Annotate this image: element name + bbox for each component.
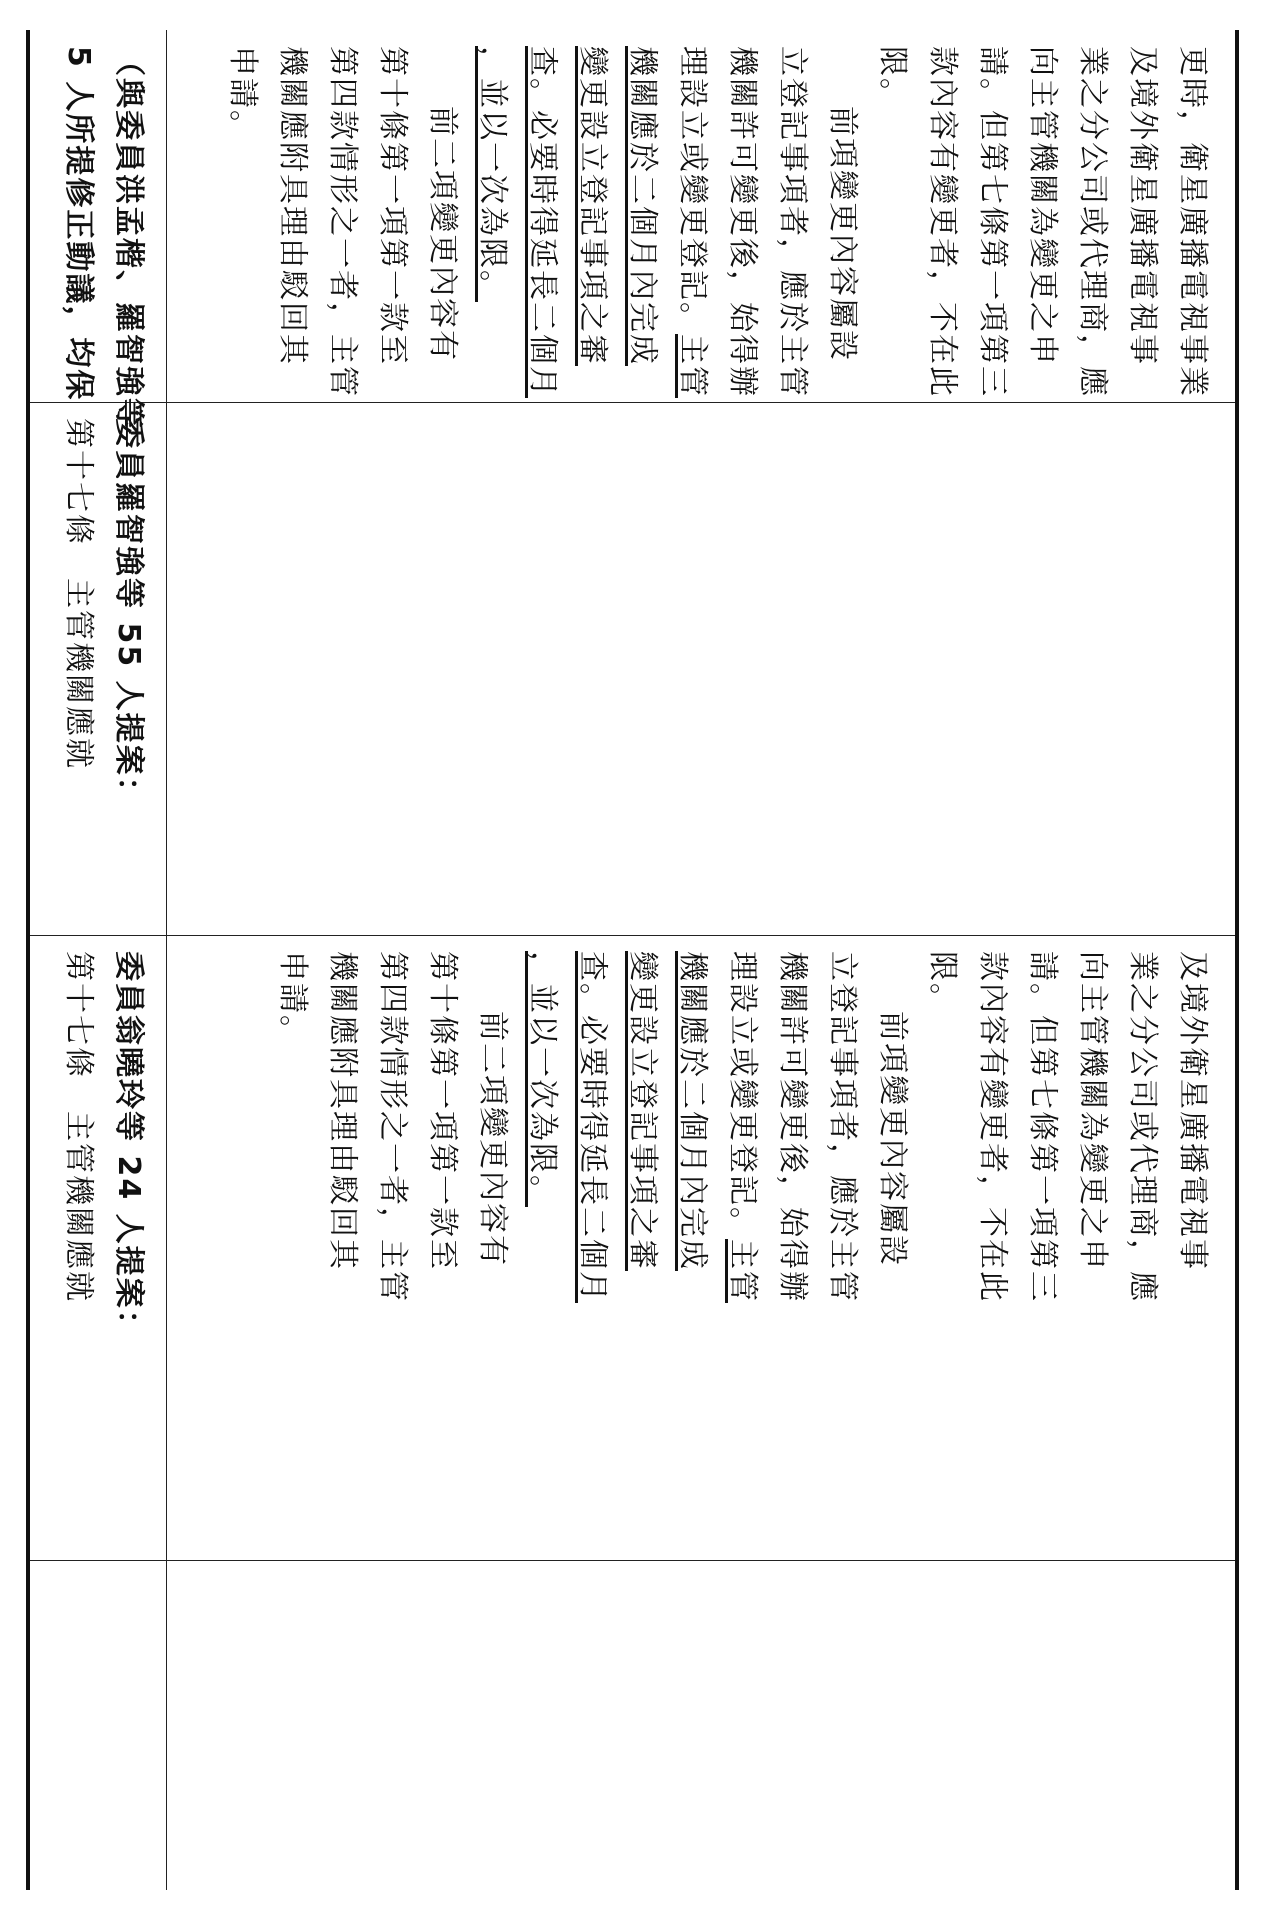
article-line: 第十七條 主管機關應就	[61, 951, 96, 1303]
text-line: 請。但第七條第一項第三	[1025, 951, 1060, 1303]
amended-text: ，並以一次為限。	[525, 951, 560, 1207]
amended-text: 查。必要時得延長二個月	[525, 46, 560, 398]
column-2-footer	[53, 402, 153, 935]
text-run: 理設立或變更登記。	[725, 951, 760, 1239]
col-divider-1	[167, 402, 1235, 403]
text-line: 款內容有變更者，不在此	[925, 46, 960, 398]
text-line: 機關許可變更後，始得辦	[775, 951, 810, 1303]
text-line: 限。	[875, 46, 910, 110]
column-1-footer	[53, 30, 153, 430]
column-1-body	[217, 30, 1217, 402]
text-line: 及境外衛星廣播電視事	[1125, 46, 1160, 366]
motion-note: （與委員洪孟楷、羅智強等	[111, 46, 146, 430]
text-line: 請。但第七條第一項第三	[975, 46, 1010, 398]
text-line: 前項變更內容屬設	[825, 106, 860, 362]
text-line: 限。	[925, 951, 960, 1015]
text-line: 申請。	[275, 951, 310, 1047]
text-line: 立登記事項者，應於主管	[825, 951, 860, 1303]
col-divider-4	[30, 1560, 1235, 1561]
text-line: 第十條第一項第一款至	[425, 951, 460, 1271]
text-line: 機關許可變更後，始得辦	[725, 46, 760, 398]
comparison-table	[26, 30, 1239, 1890]
text-line: 申請。	[225, 46, 260, 142]
text-line: 及境外衛星廣播電視事	[1175, 951, 1210, 1271]
text-line: 向主管機關為變更之申	[1025, 46, 1060, 366]
text-line: 前二項變更內容有	[475, 1011, 510, 1267]
text-line: 第四款情形之一者，主管	[375, 951, 410, 1303]
text-line: 第四款情形之一者，主管	[325, 46, 360, 398]
text-line: 款內容有變更者，不在此	[975, 951, 1010, 1303]
proposal-title: 委員羅智強等 55 人提案：	[111, 418, 146, 809]
text-line: 立登記事項者，應於主管	[775, 46, 810, 398]
amended-text: 機關應於二個月內完成	[625, 46, 660, 366]
text-line: 前二項變更內容有	[425, 106, 460, 362]
amended-text: 機關應於二個月內完成	[675, 951, 710, 1271]
amended-text: 查。必要時得延長二個月	[575, 951, 610, 1303]
text-run: 理設立或變更登記。	[675, 46, 710, 334]
text-line	[717, 951, 767, 1544]
motion-note: 5 人所提修正動議，均保	[61, 46, 96, 402]
column-3-body	[267, 935, 1217, 1560]
text-line: 業之分公司或代理商，應	[1075, 46, 1110, 398]
text-line: 前項變更內容屬設	[875, 1011, 910, 1267]
article-line: 第十七條 主管機關應就	[61, 418, 96, 770]
amended-text: 主管	[725, 1239, 760, 1303]
proposal-title: 委員翁曉玲等 24 人提案：	[111, 951, 146, 1342]
amended-text: ，並以一次為限。	[475, 46, 510, 302]
text-line: 機關應附具理由駁回其	[275, 46, 310, 366]
text-line: 第十條第一項第一款至	[375, 46, 410, 366]
text-line: 向主管機關為變更之申	[1075, 951, 1110, 1271]
row-divider	[166, 30, 167, 1890]
amended-text: 變更設立登記事項之審	[575, 46, 610, 366]
column-3-footer	[53, 935, 153, 1560]
amended-text: 主管	[675, 334, 710, 398]
text-line: 更時，衛星廣播電視事業	[1175, 46, 1210, 398]
amended-text: 變更設立登記事項之審	[625, 951, 660, 1271]
text-line	[667, 46, 717, 398]
text-line: 業之分公司或代理商，應	[1125, 951, 1160, 1303]
text-line: 機關應附具理由駁回其	[325, 951, 360, 1271]
